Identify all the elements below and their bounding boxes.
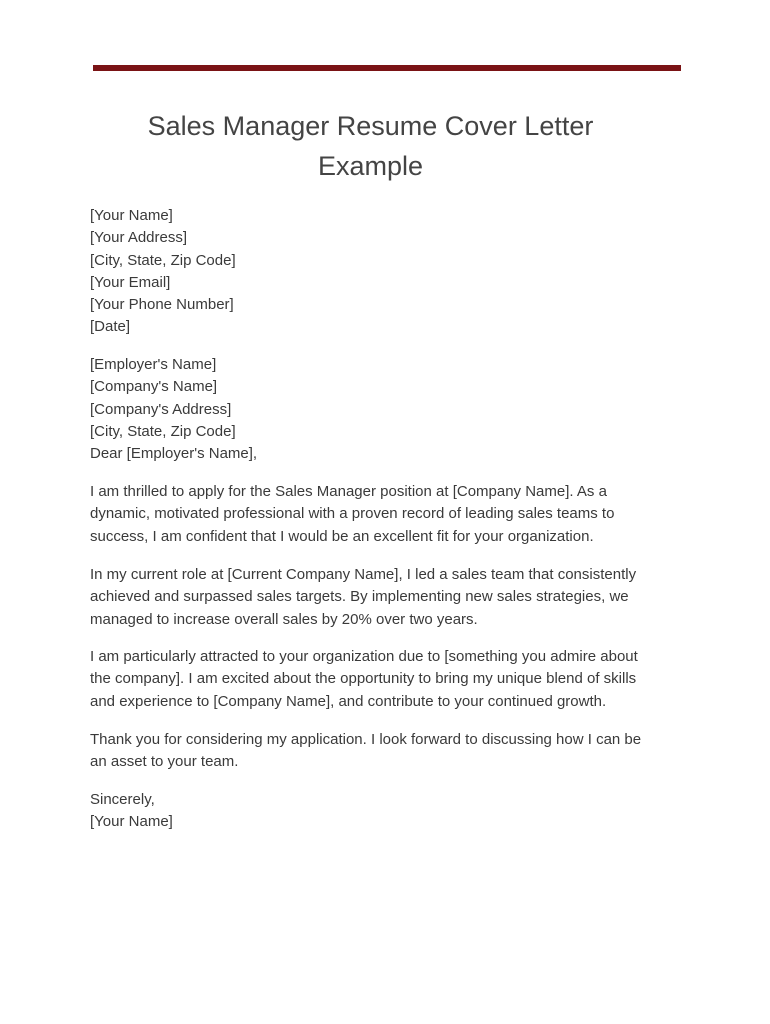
title-line-1: Sales Manager Resume Cover Letter bbox=[147, 111, 594, 141]
signature-name: [Your Name] bbox=[90, 813, 173, 831]
sender-city: [City, State, Zip Code] bbox=[90, 251, 236, 269]
paragraph-line: an asset to your team. bbox=[90, 753, 239, 771]
sender-name: [Your Name] bbox=[90, 207, 173, 224]
sender-email: [Your Email] bbox=[90, 273, 171, 291]
closing-block bbox=[90, 789, 650, 834]
recipient-block bbox=[90, 354, 650, 465]
body-paragraph-3 bbox=[90, 646, 650, 713]
paragraph-line: the company]. I am excited about the opportunity to bring my unique blend of skills bbox=[90, 670, 637, 688]
body-paragraph-4 bbox=[90, 729, 650, 774]
paragraph-line: I am thrilled to apply for the Sales Manager position at [Company Name]. As a bbox=[90, 483, 607, 500]
paragraph-line: success, I am confident that I would be an excellent fit for your organization. bbox=[90, 527, 594, 545]
title-line-2: Example bbox=[317, 151, 424, 181]
recipient-address: [Company's Address] bbox=[90, 400, 232, 418]
recipient-company: [Company's Name] bbox=[90, 378, 218, 396]
recipient-city: [City, State, Zip Code] bbox=[90, 422, 236, 440]
paragraph-line: Thank you for considering my application. I look forward to discussing how I can be bbox=[90, 731, 642, 748]
paragraph-line: I am particularly attracted to your organization due to [something you admire about bbox=[90, 648, 638, 665]
sender-address: [Your Address] bbox=[90, 229, 188, 247]
recipient-name: [Employer's Name] bbox=[90, 356, 217, 373]
document-title bbox=[93, 106, 648, 186]
paragraph-line: and experience to [Company Name], and contribute to your continued growth. bbox=[90, 692, 607, 710]
closing-phrase: Sincerely, bbox=[90, 791, 155, 808]
sender-block bbox=[90, 205, 650, 339]
sender-date: [Date] bbox=[90, 318, 131, 336]
paragraph-line: achieved and surpassed sales targets. By implementing new sales strategies, we bbox=[90, 588, 629, 606]
header-rule bbox=[93, 65, 681, 71]
paragraph-line: In my current role at [Current Company Name], I led a sales team that consistently bbox=[90, 566, 637, 583]
salutation: Dear [Employer's Name], bbox=[90, 445, 258, 463]
body-paragraph-1 bbox=[90, 481, 650, 548]
body-paragraph-2 bbox=[90, 564, 650, 631]
paragraph-line: managed to increase overall sales by 20% over two years. bbox=[90, 610, 478, 628]
paragraph-line: dynamic, motivated professional with a proven record of leading sales teams to bbox=[90, 505, 615, 523]
sender-phone: [Your Phone Number] bbox=[90, 296, 234, 314]
